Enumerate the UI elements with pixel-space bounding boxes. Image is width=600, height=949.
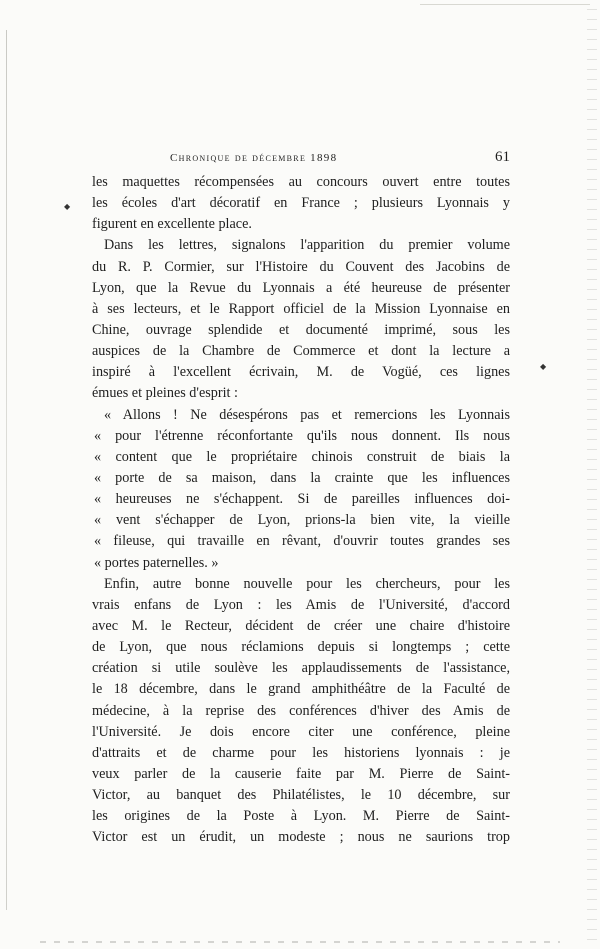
quote-line: « porte de sa maison, dans la crainte que les influences — [94, 469, 510, 486]
text-line: l'Université. Je dois encore citer une conférence, pleine — [92, 723, 510, 740]
text-line: vrais enfans de Lyon : les Amis de l'Université, d'accord — [92, 596, 510, 613]
text-line: avec M. le Recteur, décident de créer une chaire d'histoire — [92, 617, 510, 634]
quote-line: « heureuses ne s'échappent. Si de pareilles influences doi- — [94, 491, 510, 508]
quote-line: « fileuse, qui travaille en rêvant, d'ouvrir toutes grandes ses — [94, 533, 510, 550]
text-line: veux parler de la causerie faite par M. Pierre de Saint- — [92, 765, 510, 782]
quote-line: « Allons ! Ne désespérons pas et remercions les Lyonnais — [104, 406, 510, 423]
text-line: médecine, à la reprise des conférences d'hiver des Amis de — [92, 702, 510, 719]
text-line: émues et pleines d'esprit : — [92, 385, 238, 402]
margin-mark-icon: ◆ — [540, 362, 547, 371]
quote-line: « portes paternelles. » — [94, 554, 219, 571]
margin-mark-icon: ◆ — [64, 202, 71, 211]
text-line: Lyon, que la Revue du Lyonnais a été heureuse de présenter — [92, 279, 510, 296]
text-line: du R. P. Cormier, sur l'Histoire du Couvent des Jacobins de — [92, 258, 510, 275]
text-line: création si utile soulève les applaudissements de l'assistance, — [92, 660, 510, 677]
quote-line: « vent s'échapper de Lyon, prions-la bien vite, la vieille — [94, 512, 510, 529]
page-number: 61 — [495, 149, 510, 165]
text-line: Enfin, autre bonne nouvelle pour les chercheurs, pour les — [104, 575, 510, 592]
text-line: de Lyon, que nous réclamions depuis si longtemps ; cette — [92, 639, 510, 656]
body-text — [92, 172, 510, 849]
quote-line: « content que le propriétaire chinois construit de biais la — [94, 448, 510, 465]
text-line: Victor, au banquet des Philatélistes, le 10 décembre, sur — [92, 787, 510, 804]
text-line: à ses lecteurs, et le Rapport officiel de la Mission Lyonnaise en — [92, 300, 510, 317]
text-line: inspiré à l'excellent écrivain, M. de Vogüé, ces lignes — [92, 364, 510, 381]
page-left-edge — [6, 30, 7, 910]
page-top-edge — [420, 4, 590, 5]
text-line: auspices de la Chambre de Commerce et dont la lecture a — [92, 343, 510, 360]
text-line: le 18 décembre, dans le grand amphithéâtre de la Faculté de — [92, 681, 510, 698]
text-line: Chine, ouvrage splendide et documenté imprimé, sous les — [92, 321, 510, 338]
text-line: figurent en excellente place. — [92, 216, 252, 233]
text-line: les origines de la Poste à Lyon. M. Pierre de Saint- — [92, 808, 510, 825]
running-header — [92, 148, 510, 172]
text-line: d'attraits et de charme pour les historiens lyonnais : je — [92, 744, 510, 761]
text-line: les maquettes récompensées au concours ouvert entre toutes — [92, 174, 510, 190]
text-line: Victor est un érudit, un modeste ; nous ne saurions trop — [92, 829, 510, 846]
text-line: les écoles d'art décoratif en France ; plusieurs Lyonnais y — [92, 195, 510, 212]
page-bottom-edge — [40, 941, 560, 943]
text-line: Dans les lettres, signalons l'apparition du premier volume — [104, 237, 510, 254]
page-right-edge — [587, 0, 597, 949]
running-title: Chronique de décembre 1898 — [170, 152, 338, 164]
quote-line: « pour l'étrenne réconfortante qu'ils nous donnent. Ils nous — [94, 427, 510, 444]
